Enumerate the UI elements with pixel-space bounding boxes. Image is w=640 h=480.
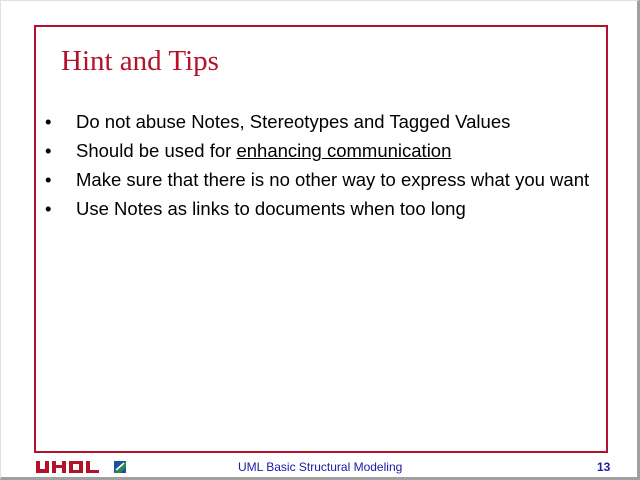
bullet-item — [45, 140, 606, 162]
bullet-text: Make sure that there is no other way to express what you want — [76, 169, 590, 190]
bullet-marker: • — [45, 111, 52, 132]
bullet-list — [45, 111, 605, 227]
page-number: 13 — [597, 460, 611, 474]
bullet-text-underlined: enhancing communication — [236, 140, 452, 161]
slide-title: Hint and Tips — [61, 45, 219, 77]
bullet-text: Use Notes as links to documents when too long — [76, 198, 466, 219]
bullet-marker: • — [45, 198, 52, 219]
bullet-text: Do not abuse Notes, Stereotypes and Tagged Values — [76, 111, 511, 132]
bullet-marker: • — [45, 140, 52, 161]
bullet-item — [45, 169, 596, 191]
slide-border-frame — [34, 25, 608, 453]
uhol-logo — [34, 460, 130, 474]
bullet-text-prefix: Should be used for — [76, 140, 237, 161]
bullet-item — [45, 198, 606, 220]
footer-course-title: UML Basic Structural Modeling — [238, 460, 403, 474]
bullet-item — [45, 111, 606, 133]
bullet-marker: • — [45, 169, 52, 190]
